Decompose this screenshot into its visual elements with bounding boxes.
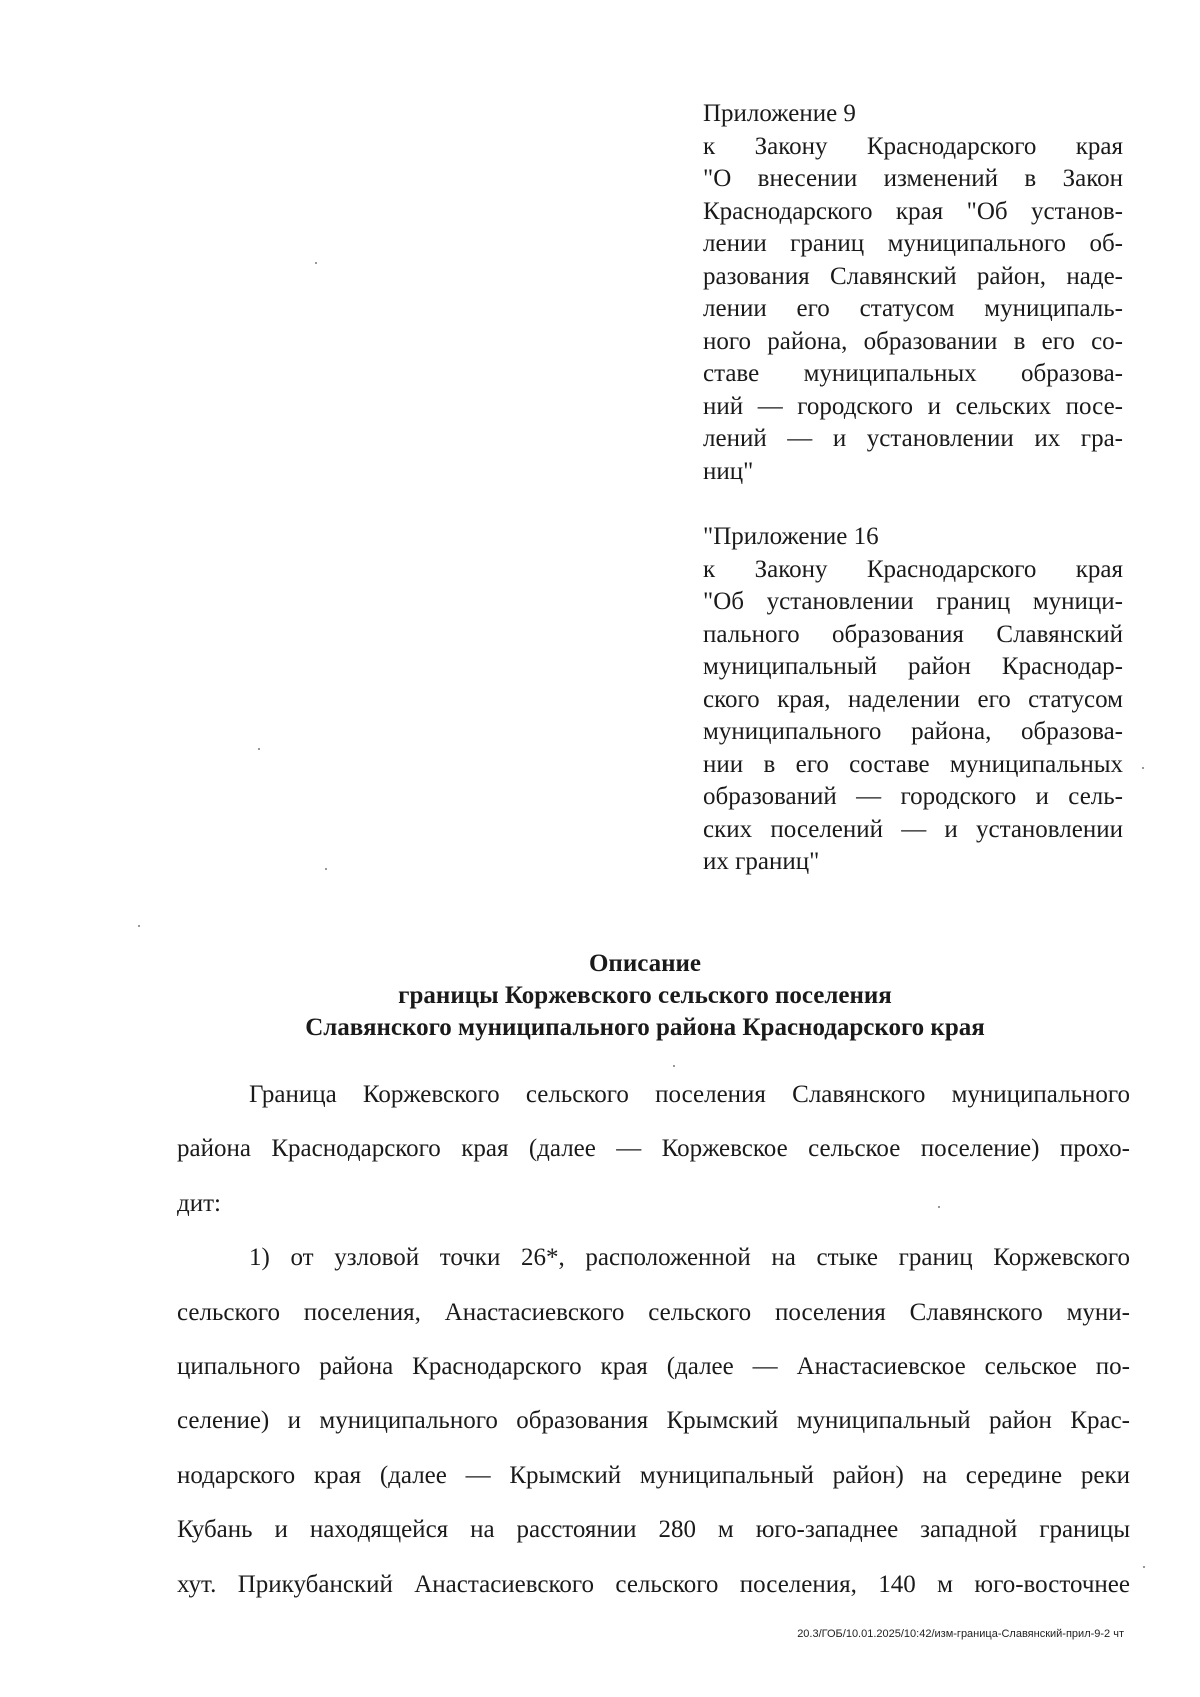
body-line: 1) от узловой точки 26*, расположенной на стыке границ Коржевского — [249, 1244, 1130, 1272]
scan-speck — [1143, 1566, 1145, 1568]
appendix-line: нии в его составе муниципальных — [703, 750, 1123, 778]
scan-speck — [1142, 767, 1144, 769]
appendix-line: "Приложение 16 — [703, 523, 879, 550]
body-line: Граница Коржевского сельского поселения Славянского муниципального — [249, 1081, 1130, 1108]
appendix-line: ний — городского и сельских посе- — [703, 392, 1123, 420]
appendix-line: к Закону Краснодарского края — [703, 555, 1123, 583]
appendix-line: образований — городского и сель- — [703, 783, 1123, 810]
appendix-line: ного района, образовании в его со- — [703, 327, 1123, 355]
scan-speck — [673, 1065, 675, 1067]
scan-speck — [315, 262, 317, 264]
appendix-9-header — [703, 98, 1123, 488]
appendix-line: муниципального района, образова- — [703, 718, 1123, 745]
appendix-line: ставе муниципальных образова- — [703, 360, 1123, 387]
appendix-line: лении его статусом муниципаль- — [703, 295, 1123, 322]
appendix-line: ских поселений — и установлении — [703, 815, 1123, 843]
body-line: района Краснодарского края (далее — Коржевское сельское поселение) прохо- — [177, 1135, 1130, 1163]
appendix-line: лении границ муниципального об- — [703, 230, 1123, 257]
appendix-line: "Об установлении границ муници- — [703, 588, 1123, 615]
footer-file-reference: 20.3/ГОБ/10.01.2025/10:42/изм-граница-Славянский-прил-9-2 чт — [797, 1628, 1124, 1640]
scan-speck — [325, 868, 327, 870]
appendix-line: ниц" — [703, 457, 754, 485]
scan-speck — [138, 925, 140, 927]
document-title — [160, 948, 1130, 1044]
appendix-line: лений — и установлении их гра- — [703, 425, 1123, 452]
title-line: Описание — [588, 950, 702, 977]
body-line: Кубань и находящейся на расстоянии 280 м юго-западнее западной границы — [177, 1516, 1130, 1544]
scan-speck — [258, 748, 260, 750]
appendix-line: Приложение 9 — [703, 100, 856, 127]
appendix-line: "О внесении изменений в Закон — [703, 165, 1123, 192]
body-paragraphs — [177, 1068, 1130, 1612]
appendix-line: к Закону Краснодарского края — [703, 132, 1123, 160]
appendix-line: ского края, наделении его статусом — [703, 685, 1123, 713]
body-line: дит: — [177, 1189, 221, 1217]
body-line: нодарского края (далее — Крымский муниципальный район) на середине реки — [177, 1461, 1130, 1489]
body-line: хут. Прикубанский Анастасиевского сельского поселения, 140 м юго-восточнее — [177, 1570, 1130, 1598]
body-line: ципального района Краснодарского края (далее — Анастасиевское сельское по- — [177, 1353, 1130, 1381]
title-line: Славянского муниципального района Краснодарского края — [305, 1014, 985, 1041]
appendix-line: разования Славянский район, наде- — [703, 262, 1123, 290]
scan-speck — [938, 1206, 940, 1208]
appendix-16-header — [703, 521, 1123, 879]
appendix-line: пального образования Славянский — [703, 620, 1123, 648]
appendix-line: их границ" — [703, 848, 820, 875]
appendix-line: муниципальный район Краснодар- — [703, 653, 1123, 680]
body-line: селение) и муниципального образования Крымский муниципальный район Крас- — [177, 1407, 1130, 1435]
body-line: сельского поселения, Анастасиевского сельского поселения Славянского муни- — [177, 1298, 1130, 1326]
title-line: границы Коржевского сельского поселения — [398, 982, 892, 1009]
appendix-line: Краснодарского края "Об установ- — [703, 197, 1123, 225]
